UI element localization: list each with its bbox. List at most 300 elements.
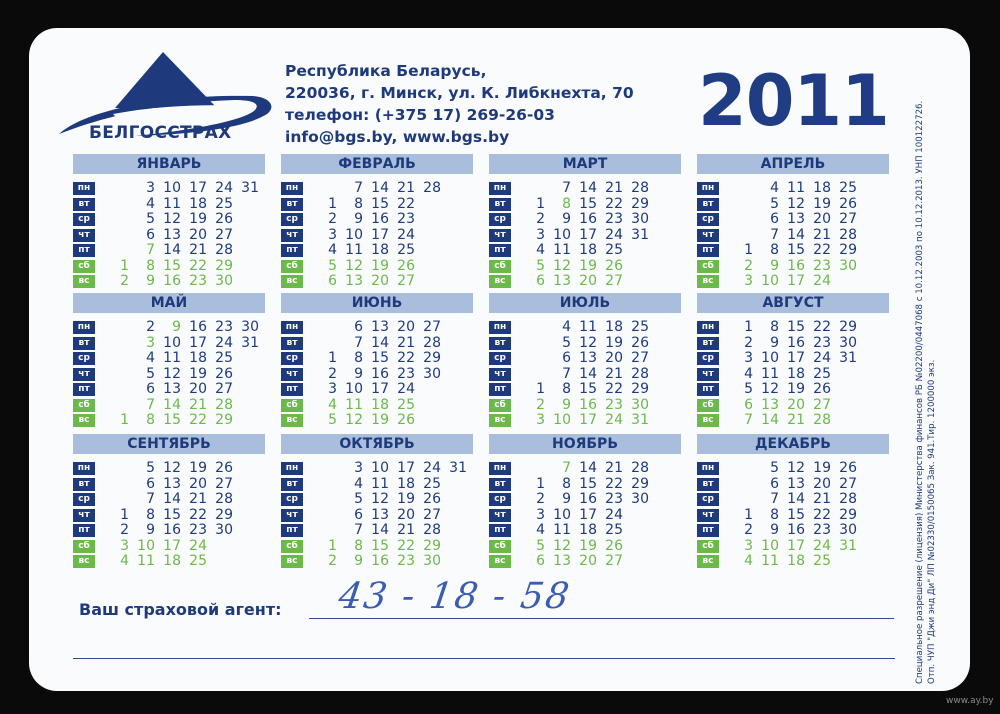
day-cell: 26	[423, 491, 441, 507]
day-cell: 9	[562, 396, 571, 413]
day-cell: 23	[215, 319, 233, 335]
weekday-label: чт	[73, 229, 95, 242]
day-cell: 8	[770, 242, 779, 258]
day-cell: 12	[163, 211, 181, 227]
day-cell: 8	[770, 319, 779, 335]
month-11	[489, 434, 681, 576]
day-cell: 27	[423, 506, 441, 523]
day-cell: 19	[189, 460, 207, 476]
day-cell: 25	[423, 475, 441, 492]
day-cell: 18	[579, 522, 597, 538]
day-cell: 6	[146, 475, 155, 492]
day-cell: 11	[579, 319, 597, 335]
day-cell: 14	[163, 396, 181, 413]
month-name: ЯНВАРЬ	[73, 154, 265, 174]
weekday-label: пт	[489, 244, 511, 257]
weekday-label: пн	[73, 462, 95, 475]
day-cell: 12	[553, 257, 571, 274]
day-cell: 15	[163, 506, 181, 523]
day-cell: 30	[423, 365, 441, 382]
contact-phone: телефон: (+375 17) 269-26-03	[285, 106, 555, 124]
day-cell: 18	[787, 553, 805, 569]
day-cell: 4	[744, 553, 753, 569]
weekday-label: вт	[489, 337, 511, 350]
day-cell: 3	[744, 273, 753, 289]
day-cell: 3	[120, 537, 129, 554]
weekday-label: чт	[281, 368, 303, 381]
weekday-label: ср	[697, 213, 719, 226]
weekday-label: пт	[281, 524, 303, 537]
day-cell: 28	[839, 226, 857, 243]
day-cell: 25	[631, 319, 649, 335]
day-cell: 28	[423, 180, 441, 196]
day-cell: 27	[397, 273, 415, 289]
day-cell: 10	[553, 226, 571, 243]
day-cell: 13	[579, 350, 597, 366]
day-cell: 4	[536, 242, 545, 258]
day-cell: 29	[215, 506, 233, 523]
month-name: ИЮЛЬ	[489, 293, 681, 313]
day-cell: 11	[137, 553, 155, 569]
day-cell: 3	[328, 226, 337, 243]
weekday-label: ср	[281, 493, 303, 506]
day-cell: 2	[536, 211, 545, 227]
day-cell: 1	[744, 506, 753, 523]
day-cell: 21	[813, 491, 831, 507]
day-cell: 7	[562, 180, 571, 196]
day-cell: 26	[631, 334, 649, 351]
month-name: АВГУСТ	[697, 293, 889, 313]
day-cell: 14	[163, 491, 181, 507]
weekday-label: чт	[489, 509, 511, 522]
day-cell: 17	[579, 506, 597, 523]
day-cell: 18	[397, 475, 415, 492]
day-cell: 17	[787, 350, 805, 366]
weekday-label: вт	[697, 198, 719, 211]
day-cell: 21	[189, 396, 207, 413]
day-cell: 22	[813, 506, 831, 523]
day-cell: 13	[371, 319, 389, 335]
day-cell: 22	[397, 537, 415, 554]
day-cell: 26	[839, 195, 857, 212]
day-cell: 11	[371, 475, 389, 492]
day-cell: 10	[761, 273, 779, 289]
weekday-label: пн	[489, 321, 511, 334]
day-cell: 4	[562, 319, 571, 335]
day-cell: 30	[839, 257, 857, 274]
day-cell: 18	[189, 195, 207, 212]
weekday-label: вт	[73, 337, 95, 350]
weekday-label: вт	[489, 198, 511, 211]
month-4	[697, 154, 889, 296]
weekday-label: вт	[73, 478, 95, 491]
weekday-label: чт	[489, 229, 511, 242]
weekday-label: чт	[73, 509, 95, 522]
day-cell: 17	[189, 180, 207, 196]
day-cell: 21	[605, 460, 623, 476]
day-cell: 12	[163, 460, 181, 476]
day-cell: 27	[215, 475, 233, 492]
day-cell: 13	[163, 226, 181, 243]
day-cell: 26	[215, 211, 233, 227]
day-cell: 17	[163, 537, 181, 554]
weekday-label: сб	[73, 260, 95, 273]
month-5	[73, 293, 265, 435]
day-cell: 22	[605, 381, 623, 397]
weekday-label: пн	[73, 321, 95, 334]
weekday-label: ср	[489, 352, 511, 365]
license-text	[914, 59, 938, 684]
day-cell: 13	[371, 506, 389, 523]
weekday-label: чт	[697, 229, 719, 242]
day-cell: 20	[787, 396, 805, 413]
day-cell: 1	[328, 195, 337, 212]
day-cell: 17	[579, 226, 597, 243]
day-cell: 4	[146, 195, 155, 212]
day-cell: 16	[371, 365, 389, 382]
day-cell: 28	[839, 491, 857, 507]
day-cell: 3	[328, 381, 337, 397]
day-cell: 28	[215, 396, 233, 413]
day-cell: 9	[172, 319, 181, 335]
day-cell: 13	[553, 273, 571, 289]
weekday-label: вс	[281, 275, 303, 288]
weekday-label: пн	[697, 462, 719, 475]
month-name: ИЮНЬ	[281, 293, 473, 313]
day-cell: 13	[163, 475, 181, 492]
weekday-label: пт	[73, 244, 95, 257]
day-cell: 5	[770, 195, 779, 212]
day-cell: 8	[146, 506, 155, 523]
day-cell: 7	[354, 522, 363, 538]
day-cell: 1	[328, 537, 337, 554]
day-cell: 11	[787, 180, 805, 196]
contact-country: Республика Беларусь,	[285, 62, 487, 80]
weekday-label: пт	[697, 244, 719, 257]
day-cell: 9	[354, 553, 363, 569]
day-cell: 27	[631, 350, 649, 366]
agent-label: Ваш страховой агент:	[79, 600, 282, 619]
day-cell: 3	[536, 226, 545, 243]
month-9	[73, 434, 265, 576]
day-cell: 20	[579, 273, 597, 289]
day-cell: 6	[536, 273, 545, 289]
day-cell: 7	[354, 180, 363, 196]
day-cell: 21	[189, 491, 207, 507]
day-cell: 26	[839, 460, 857, 476]
day-cell: 1	[120, 412, 129, 428]
day-cell: 26	[605, 537, 623, 554]
weekday-label: сб	[697, 260, 719, 273]
day-cell: 6	[770, 211, 779, 227]
weekday-label: сб	[281, 540, 303, 553]
day-cell: 20	[397, 506, 415, 523]
weekday-label: сб	[489, 260, 511, 273]
day-cell: 11	[761, 365, 779, 382]
weekday-label: чт	[281, 229, 303, 242]
day-cell: 18	[163, 553, 181, 569]
day-cell: 11	[345, 396, 363, 413]
day-cell: 28	[631, 460, 649, 476]
month-name: МАРТ	[489, 154, 681, 174]
day-cell: 23	[605, 396, 623, 413]
day-cell: 2	[328, 211, 337, 227]
day-cell: 10	[761, 350, 779, 366]
day-cell: 16	[371, 553, 389, 569]
day-cell: 25	[839, 180, 857, 196]
weekday-label: пн	[697, 321, 719, 334]
day-cell: 22	[813, 242, 831, 258]
month-12	[697, 434, 889, 576]
day-cell: 13	[553, 553, 571, 569]
day-cell: 12	[761, 381, 779, 397]
day-cell: 24	[215, 180, 233, 196]
day-cell: 25	[813, 365, 831, 382]
calendar-year: 2011	[698, 60, 889, 142]
contact-block	[285, 60, 634, 148]
weekday-label: пн	[697, 182, 719, 195]
day-cell: 19	[397, 491, 415, 507]
weekday-label: сб	[281, 260, 303, 273]
day-cell: 21	[605, 180, 623, 196]
day-cell: 27	[839, 211, 857, 227]
weekday-label: чт	[281, 509, 303, 522]
day-cell: 2	[744, 257, 753, 274]
day-cell: 2	[328, 553, 337, 569]
day-cell: 24	[605, 506, 623, 523]
day-cell: 10	[345, 381, 363, 397]
day-cell: 26	[215, 365, 233, 382]
weekday-label: вт	[73, 198, 95, 211]
day-cell: 7	[146, 242, 155, 258]
day-cell: 14	[371, 334, 389, 351]
weekday-label: чт	[73, 368, 95, 381]
day-cell: 10	[553, 412, 571, 428]
day-cell: 23	[813, 257, 831, 274]
day-cell: 23	[189, 522, 207, 538]
day-cell: 15	[579, 195, 597, 212]
day-cell: 5	[328, 257, 337, 274]
day-cell: 20	[189, 475, 207, 492]
weekday-label: вт	[281, 198, 303, 211]
day-cell: 23	[189, 273, 207, 289]
day-cell: 8	[146, 257, 155, 274]
day-cell: 25	[605, 242, 623, 258]
day-cell: 29	[631, 475, 649, 492]
day-cell: 29	[423, 350, 441, 366]
weekday-label: вс	[697, 414, 719, 427]
day-cell: 28	[215, 491, 233, 507]
weekday-label: вс	[489, 555, 511, 568]
day-cell: 7	[354, 334, 363, 351]
day-cell: 23	[605, 211, 623, 227]
day-cell: 7	[562, 460, 571, 476]
day-cell: 31	[241, 334, 259, 351]
day-cell: 19	[189, 365, 207, 382]
day-cell: 5	[146, 211, 155, 227]
day-cell: 27	[839, 475, 857, 492]
day-cell: 2	[328, 365, 337, 382]
day-cell: 2	[146, 319, 155, 335]
day-cell: 22	[605, 195, 623, 212]
day-cell: 22	[605, 475, 623, 492]
day-cell: 5	[744, 381, 753, 397]
company-name: БЕЛГОССТРАХ	[89, 123, 232, 143]
day-cell: 8	[354, 195, 363, 212]
day-cell: 4	[328, 242, 337, 258]
day-cell: 22	[397, 195, 415, 212]
day-cell: 1	[744, 319, 753, 335]
day-cell: 28	[423, 522, 441, 538]
day-cell: 5	[536, 257, 545, 274]
day-cell: 12	[345, 412, 363, 428]
weekday-label: сб	[489, 540, 511, 553]
day-cell: 16	[787, 257, 805, 274]
day-cell: 19	[189, 211, 207, 227]
weekday-label: ср	[281, 352, 303, 365]
day-cell: 29	[839, 242, 857, 258]
day-cell: 2	[536, 491, 545, 507]
day-cell: 14	[579, 180, 597, 196]
weekday-label: вт	[281, 478, 303, 491]
day-cell: 6	[354, 506, 363, 523]
day-cell: 18	[579, 242, 597, 258]
weekday-label: сб	[697, 540, 719, 553]
day-cell: 12	[163, 365, 181, 382]
day-cell: 29	[423, 537, 441, 554]
day-cell: 29	[839, 506, 857, 523]
day-cell: 8	[562, 381, 571, 397]
watermark: www.ay.by	[946, 696, 994, 706]
day-cell: 23	[813, 334, 831, 351]
day-cell: 29	[631, 195, 649, 212]
day-cell: 15	[579, 475, 597, 492]
weekday-label: ср	[73, 213, 95, 226]
weekday-label: пн	[281, 462, 303, 475]
day-cell: 1	[536, 195, 545, 212]
weekday-label: пт	[281, 383, 303, 396]
day-cell: 9	[562, 211, 571, 227]
day-cell: 18	[813, 180, 831, 196]
day-cell: 30	[631, 491, 649, 507]
day-cell: 4	[770, 180, 779, 196]
day-cell: 21	[397, 334, 415, 351]
weekday-label: ср	[697, 352, 719, 365]
day-cell: 30	[839, 522, 857, 538]
month-name: ФЕВРАЛЬ	[281, 154, 473, 174]
weekday-label: вс	[489, 414, 511, 427]
day-cell: 12	[553, 537, 571, 554]
day-cell: 11	[345, 242, 363, 258]
day-cell: 24	[813, 273, 831, 289]
day-cell: 24	[813, 537, 831, 554]
day-cell: 4	[536, 522, 545, 538]
weekday-label: пт	[73, 524, 95, 537]
weekday-label: сб	[281, 399, 303, 412]
day-cell: 23	[397, 365, 415, 382]
day-cell: 28	[215, 242, 233, 258]
weekday-label: пт	[697, 524, 719, 537]
day-cell: 31	[449, 460, 467, 476]
weekday-label: ср	[489, 213, 511, 226]
day-cell: 29	[215, 412, 233, 428]
day-cell: 19	[787, 381, 805, 397]
day-cell: 5	[354, 491, 363, 507]
day-cell: 1	[120, 257, 129, 274]
day-cell: 19	[579, 537, 597, 554]
day-cell: 30	[631, 396, 649, 413]
day-cell: 7	[770, 226, 779, 243]
day-cell: 18	[605, 319, 623, 335]
day-cell: 14	[787, 226, 805, 243]
day-cell: 16	[787, 334, 805, 351]
day-cell: 14	[371, 522, 389, 538]
day-cell: 22	[189, 506, 207, 523]
day-cell: 3	[744, 350, 753, 366]
day-cell: 20	[371, 273, 389, 289]
month-name: НОЯБРЬ	[489, 434, 681, 454]
weekday-label: пн	[281, 321, 303, 334]
bottom-divider	[73, 658, 895, 659]
day-cell: 20	[397, 319, 415, 335]
weekday-label: пт	[281, 244, 303, 257]
day-cell: 3	[354, 460, 363, 476]
day-cell: 21	[813, 226, 831, 243]
day-cell: 24	[189, 537, 207, 554]
day-cell: 15	[163, 412, 181, 428]
day-cell: 15	[787, 506, 805, 523]
day-cell: 13	[163, 381, 181, 397]
day-cell: 16	[579, 491, 597, 507]
day-cell: 27	[215, 226, 233, 243]
day-cell: 27	[605, 553, 623, 569]
weekday-label: вс	[73, 414, 95, 427]
day-cell: 13	[787, 475, 805, 492]
day-cell: 3	[146, 334, 155, 351]
weekday-label: ср	[489, 493, 511, 506]
day-cell: 13	[761, 396, 779, 413]
day-cell: 14	[579, 365, 597, 382]
license-line-2: Отп. ЧУП "Джи энд Ди" ЛП №02330/0150065 Зак. 941.Тир. 1200000 экз.	[927, 359, 937, 684]
day-cell: 13	[787, 211, 805, 227]
day-cell: 16	[371, 211, 389, 227]
day-cell: 16	[579, 396, 597, 413]
day-cell: 20	[605, 350, 623, 366]
day-cell: 9	[354, 211, 363, 227]
day-cell: 1	[744, 242, 753, 258]
weekday-label: вс	[73, 275, 95, 288]
day-cell: 29	[215, 257, 233, 274]
day-cell: 20	[189, 226, 207, 243]
weekday-label: пт	[489, 383, 511, 396]
weekday-label: вт	[697, 478, 719, 491]
day-cell: 16	[787, 522, 805, 538]
month-7	[489, 293, 681, 435]
day-cell: 7	[770, 491, 779, 507]
day-cell: 29	[839, 319, 857, 335]
day-cell: 23	[397, 211, 415, 227]
day-cell: 6	[744, 396, 753, 413]
day-cell: 16	[163, 522, 181, 538]
weekday-label: вс	[489, 275, 511, 288]
weekday-label: вс	[73, 555, 95, 568]
day-cell: 26	[397, 257, 415, 274]
weekday-label: вс	[281, 555, 303, 568]
month-name: ОКТЯБРЬ	[281, 434, 473, 454]
day-cell: 7	[146, 491, 155, 507]
day-cell: 12	[787, 460, 805, 476]
day-cell: 17	[189, 334, 207, 351]
